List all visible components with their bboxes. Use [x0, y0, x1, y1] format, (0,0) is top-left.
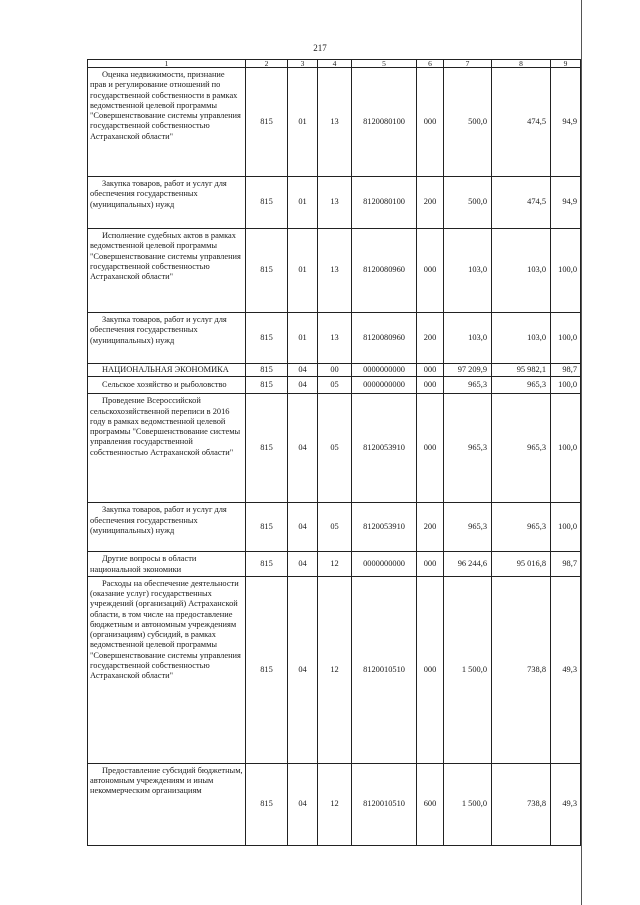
cell-plan: 1 500,0 — [444, 763, 492, 845]
cell-plan: 1 500,0 — [444, 576, 492, 763]
cell-ministry: 815 — [246, 576, 288, 763]
cell-expense-type: 000 — [417, 68, 444, 177]
cell-actual: 474,5 — [492, 68, 551, 177]
column-header: 4 — [318, 60, 352, 68]
cell-target-article: 8120080100 — [352, 68, 417, 177]
cell-section: 01 — [288, 68, 318, 177]
budget-table — [87, 59, 581, 846]
cell-expense-type: 000 — [417, 229, 444, 313]
cell-target-article: 0000000000 — [352, 364, 417, 377]
cell-plan: 965,3 — [444, 377, 492, 394]
cell-ministry: 815 — [246, 503, 288, 552]
cell-expense-type: 200 — [417, 177, 444, 229]
cell-ministry: 815 — [246, 229, 288, 313]
cell-expense-type: 000 — [417, 377, 444, 394]
column-header: 3 — [288, 60, 318, 68]
cell-plan: 965,3 — [444, 503, 492, 552]
cell-section: 04 — [288, 763, 318, 845]
table-row — [88, 552, 581, 577]
cell-target-article: 8120080960 — [352, 229, 417, 313]
cell-section: 04 — [288, 364, 318, 377]
table-row — [88, 364, 581, 377]
row-name: Проведение Всероссийской сельскохозяйственной переписи в 2016 году в рамках ведомственной целевой программы "Совершенствование системы управления государственной собственностью Астраханской области" — [88, 394, 246, 503]
cell-ministry: 815 — [246, 68, 288, 177]
cell-expense-type: 000 — [417, 576, 444, 763]
cell-ministry: 815 — [246, 364, 288, 377]
cell-section: 04 — [288, 576, 318, 763]
cell-actual: 95 016,8 — [492, 552, 551, 577]
cell-target-article: 8120053910 — [352, 503, 417, 552]
cell-actual: 738,8 — [492, 576, 551, 763]
table-row — [88, 68, 581, 177]
cell-target-article: 8120080960 — [352, 313, 417, 364]
table-row — [88, 503, 581, 552]
column-header: 8 — [492, 60, 551, 68]
cell-subsection: 13 — [318, 177, 352, 229]
column-header: 2 — [246, 60, 288, 68]
cell-ministry: 815 — [246, 394, 288, 503]
row-name: НАЦИОНАЛЬНАЯ ЭКОНОМИКА — [88, 364, 246, 377]
cell-actual: 965,3 — [492, 394, 551, 503]
cell-percent: 49,3 — [551, 763, 581, 845]
cell-plan: 103,0 — [444, 229, 492, 313]
cell-plan: 965,3 — [444, 394, 492, 503]
cell-ministry: 815 — [246, 177, 288, 229]
cell-actual: 738,8 — [492, 763, 551, 845]
cell-ministry: 815 — [246, 763, 288, 845]
cell-subsection: 05 — [318, 503, 352, 552]
cell-subsection: 00 — [318, 364, 352, 377]
cell-target-article: 8120053910 — [352, 394, 417, 503]
cell-expense-type: 600 — [417, 763, 444, 845]
cell-target-article: 0000000000 — [352, 552, 417, 577]
column-header: 5 — [352, 60, 417, 68]
cell-percent: 49,3 — [551, 576, 581, 763]
row-name: Сельское хозяйство и рыболовство — [88, 377, 246, 394]
cell-plan: 103,0 — [444, 313, 492, 364]
header-row — [88, 60, 581, 68]
cell-actual: 103,0 — [492, 313, 551, 364]
cell-actual: 474,5 — [492, 177, 551, 229]
cell-subsection: 12 — [318, 576, 352, 763]
cell-actual: 95 982,1 — [492, 364, 551, 377]
cell-section: 04 — [288, 552, 318, 577]
cell-ministry: 815 — [246, 313, 288, 364]
cell-percent: 98,7 — [551, 364, 581, 377]
cell-plan: 500,0 — [444, 68, 492, 177]
cell-percent: 100,0 — [551, 394, 581, 503]
table-row — [88, 576, 581, 763]
cell-target-article: 8120010510 — [352, 763, 417, 845]
cell-plan: 96 244,6 — [444, 552, 492, 577]
table-row — [88, 377, 581, 394]
cell-percent: 100,0 — [551, 229, 581, 313]
cell-expense-type: 000 — [417, 552, 444, 577]
cell-actual: 103,0 — [492, 229, 551, 313]
cell-ministry: 815 — [246, 552, 288, 577]
cell-actual: 965,3 — [492, 503, 551, 552]
column-header: 7 — [444, 60, 492, 68]
cell-subsection: 05 — [318, 394, 352, 503]
cell-subsection: 13 — [318, 313, 352, 364]
cell-actual: 965,3 — [492, 377, 551, 394]
row-name: Исполнение судебных актов в рамках ведомственной целевой программы "Совершенствование системы управления государственной собственностью Астраханской области" — [88, 229, 246, 313]
cell-target-article: 8120010510 — [352, 576, 417, 763]
cell-percent: 100,0 — [551, 313, 581, 364]
cell-target-article: 0000000000 — [352, 377, 417, 394]
table-row — [88, 229, 581, 313]
cell-section: 01 — [288, 313, 318, 364]
cell-section: 01 — [288, 229, 318, 313]
scan-margin-line — [581, 0, 582, 905]
row-name: Предоставление субсидий бюджетным, автономным учреждениям и иным некоммерческим организациям — [88, 763, 246, 845]
cell-ministry: 815 — [246, 377, 288, 394]
table-row — [88, 394, 581, 503]
cell-section: 04 — [288, 377, 318, 394]
row-name: Закупка товаров, работ и услуг для обеспечения государственных (муниципальных) нужд — [88, 177, 246, 229]
cell-plan: 500,0 — [444, 177, 492, 229]
cell-percent: 94,9 — [551, 177, 581, 229]
table-row — [88, 313, 581, 364]
cell-percent: 100,0 — [551, 377, 581, 394]
cell-expense-type: 000 — [417, 364, 444, 377]
row-name: Расходы на обеспечение деятельности (оказание услуг) государственных учреждений (организаций) Астраханской области, в том числе на предоставление бюджетным и автономным учреждениям (организациям) субсидий, в рамках ведомственной целевой программы "Совершенствование системы управления государственной собственностью Астраханской области" — [88, 576, 246, 763]
cell-subsection: 12 — [318, 763, 352, 845]
row-name: Закупка товаров, работ и услуг для обеспечения государственных (муниципальных) нужд — [88, 503, 246, 552]
row-name: Другие вопросы в области национальной экономики — [88, 552, 246, 577]
cell-target-article: 8120080100 — [352, 177, 417, 229]
table-row — [88, 177, 581, 229]
column-header: 1 — [88, 60, 246, 68]
cell-plan: 97 209,9 — [444, 364, 492, 377]
cell-subsection: 12 — [318, 552, 352, 577]
cell-subsection: 13 — [318, 229, 352, 313]
row-name: Закупка товаров, работ и услуг для обеспечения государственных (муниципальных) нужд — [88, 313, 246, 364]
cell-section: 01 — [288, 177, 318, 229]
column-header: 6 — [417, 60, 444, 68]
page-number: 217 — [313, 43, 327, 53]
cell-expense-type: 200 — [417, 313, 444, 364]
cell-section: 04 — [288, 394, 318, 503]
cell-expense-type: 200 — [417, 503, 444, 552]
row-name: Оценка недвижимости, признание прав и регулирование отношений по государственной собственности в рамках ведомственной целевой программы "Совершенствование системы управления государственной собственностью Астраханской области" — [88, 68, 246, 177]
cell-subsection: 05 — [318, 377, 352, 394]
cell-percent: 100,0 — [551, 503, 581, 552]
column-header: 9 — [551, 60, 581, 68]
table-row — [88, 763, 581, 845]
cell-percent: 98,7 — [551, 552, 581, 577]
cell-subsection: 13 — [318, 68, 352, 177]
cell-section: 04 — [288, 503, 318, 552]
cell-expense-type: 000 — [417, 394, 444, 503]
cell-percent: 94,9 — [551, 68, 581, 177]
